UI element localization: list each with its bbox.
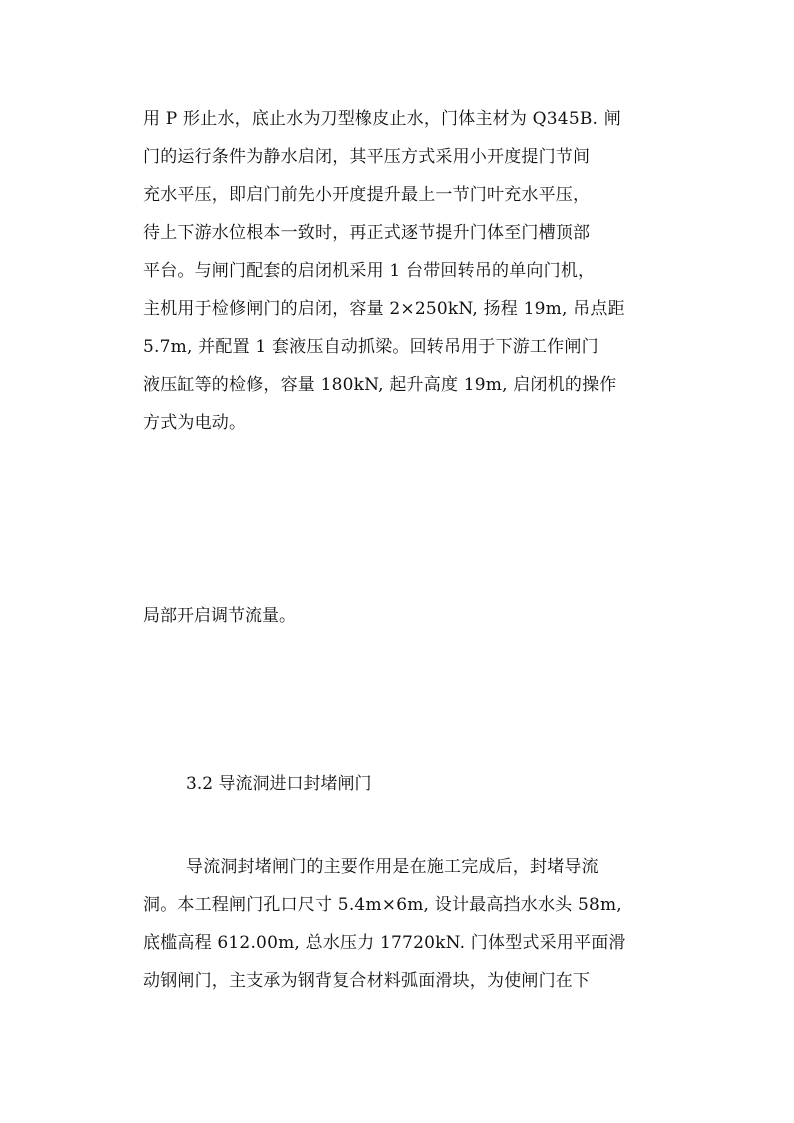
- paragraph-gate-details: [143, 100, 643, 442]
- text-line: 洞。本工程闸门孔口尺寸 5.4m×6m, 设计最高挡水水头 58m,: [143, 895, 622, 915]
- text-line: 主机用于检修闸门的启闭，容量 2×250kN, 扬程 19m, 吊点距: [143, 299, 625, 319]
- text-line: 液压缸等的检修，容量 180kN, 起升高度 19m, 启闭机的操作: [143, 375, 617, 395]
- text-line: 用 P 形止水，底止水为刀型橡皮止水，门体主材为 Q345B. 闸: [143, 109, 621, 129]
- paragraph-flow-regulation: 局部开启调节流量。: [143, 606, 296, 626]
- text-line: 底槛高程 612.00m, 总水压力 17720kN. 门体型式采用平面滑: [143, 933, 626, 953]
- section-heading: 3.2 导流洞进口封堵闸门: [186, 774, 372, 794]
- text-line: 充水平压，即启门前先小开度提升最上一节门叶充水平压，: [143, 185, 591, 205]
- text-line: 待上下游水位根本一致时，再正式逐节提升门体至门槽顶部: [143, 223, 591, 243]
- text-line: 5.7m, 并配置 1 套液压自动抓梁。回转吊用于下游工作闸门: [143, 337, 599, 357]
- text-line: 方式为电动。: [143, 413, 247, 433]
- text-line: 动钢闸门，主支承为钢背复合材料弧面滑块，为使闸门在下: [143, 971, 591, 991]
- text-line: 导流洞封堵闸门的主要作用是在施工完成后，封堵导流: [186, 857, 599, 877]
- text-line: 平台。与闸门配套的启闭机采用 1 台带回转吊的单向门机，: [143, 261, 596, 281]
- paragraph-plug-gate: [143, 848, 643, 1000]
- text-line: 门的运行条件为静水启闭，其平压方式采用小开度提门节间: [143, 147, 591, 167]
